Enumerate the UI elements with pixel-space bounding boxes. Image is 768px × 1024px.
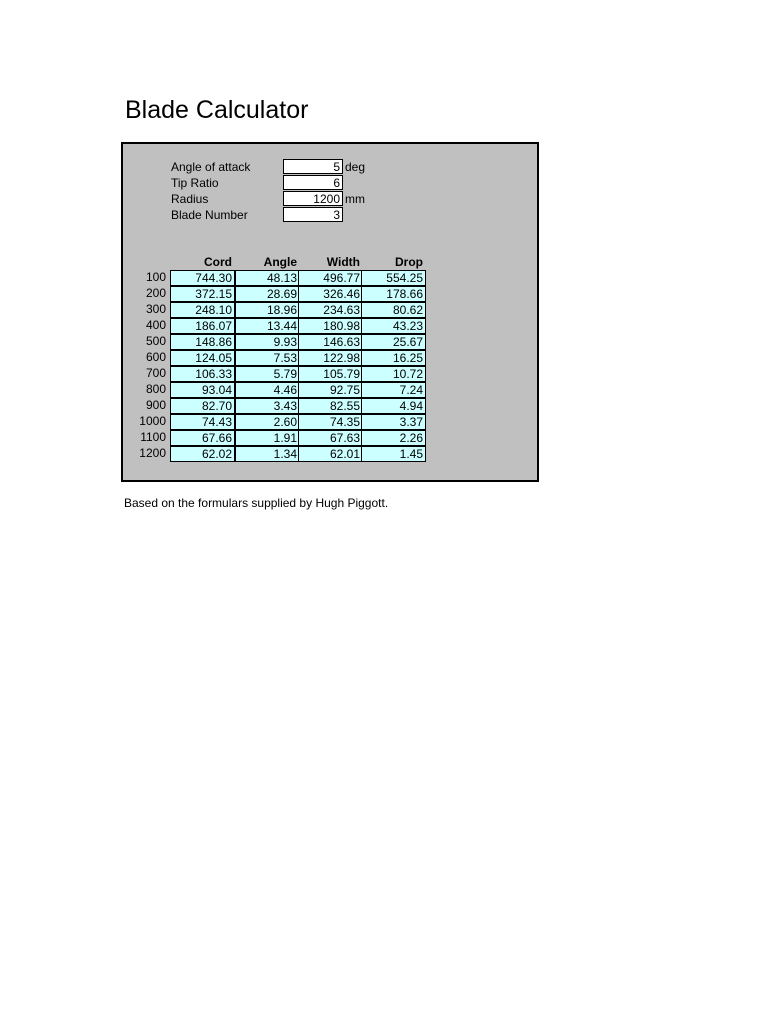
- table-row: [123, 334, 537, 350]
- table-row: [123, 302, 537, 318]
- table-row: [123, 270, 537, 286]
- table-cell[interactable]: 4.46: [235, 382, 300, 398]
- column-header: Cord: [204, 255, 232, 269]
- parameter-label: Angle of attack: [171, 160, 251, 174]
- parameter-unit: mm: [345, 192, 365, 206]
- row-label: 900: [145, 398, 166, 412]
- table-cell[interactable]: 9.93: [235, 334, 300, 350]
- parameter-value-input[interactable]: 6: [283, 175, 343, 190]
- row-label: 600: [145, 350, 166, 364]
- table-cell[interactable]: 3.43: [235, 398, 300, 414]
- table-header: [123, 254, 537, 270]
- table-row: [123, 430, 537, 446]
- table-cell[interactable]: 248.10: [170, 302, 235, 318]
- table-cell[interactable]: 1.34: [235, 446, 300, 462]
- table-cell[interactable]: 1.91: [235, 430, 300, 446]
- table-cell[interactable]: 180.98: [298, 318, 363, 334]
- table-cell[interactable]: 7.24: [361, 382, 426, 398]
- table-row: [123, 286, 537, 302]
- table-cell[interactable]: 18.96: [235, 302, 300, 318]
- table-cell[interactable]: 372.15: [170, 286, 235, 302]
- table-cell[interactable]: 124.05: [170, 350, 235, 366]
- table-row: [123, 318, 537, 334]
- row-label: 200: [145, 286, 166, 300]
- row-label: 300: [145, 302, 166, 316]
- column-header: Angle: [263, 255, 297, 269]
- footnote: Based on the formulars supplied by Hugh Piggott.: [124, 496, 389, 510]
- table-cell[interactable]: 326.46: [298, 286, 363, 302]
- table-row: [123, 414, 537, 430]
- table-cell[interactable]: 3.37: [361, 414, 426, 430]
- table-cell[interactable]: 1.45: [361, 446, 426, 462]
- parameter-value-input[interactable]: 3: [283, 207, 343, 222]
- row-label: 1200: [139, 446, 166, 460]
- table-cell[interactable]: 62.01: [298, 446, 363, 462]
- table-cell[interactable]: 93.04: [170, 382, 235, 398]
- row-label: 700: [145, 366, 166, 380]
- table-cell[interactable]: 62.02: [170, 446, 235, 462]
- table-cell[interactable]: 148.86: [170, 334, 235, 350]
- table-cell[interactable]: 2.60: [235, 414, 300, 430]
- parameter-label: Blade Number: [171, 208, 248, 222]
- table-cell[interactable]: 74.35: [298, 414, 363, 430]
- table-cell[interactable]: 82.70: [170, 398, 235, 414]
- table-cell[interactable]: 554.25: [361, 270, 426, 286]
- table-cell[interactable]: 92.75: [298, 382, 363, 398]
- table-cell[interactable]: 106.33: [170, 366, 235, 382]
- table-cell[interactable]: 4.94: [361, 398, 426, 414]
- parameter-unit: deg: [345, 160, 366, 174]
- column-header: Width: [326, 255, 360, 269]
- parameter-label: Tip Ratio: [171, 176, 219, 190]
- table-row: [123, 366, 537, 382]
- table-cell[interactable]: 2.26: [361, 430, 426, 446]
- table-cell[interactable]: 10.72: [361, 366, 426, 382]
- parameter-value-input[interactable]: 1200: [283, 191, 343, 206]
- table-cell[interactable]: 744.30: [170, 270, 235, 286]
- table-row: [123, 350, 537, 366]
- row-label: 400: [145, 318, 166, 332]
- page-title: Blade Calculator: [125, 96, 309, 124]
- table-cell[interactable]: 7.53: [235, 350, 300, 366]
- column-header: Drop: [395, 255, 423, 269]
- table-cell[interactable]: 178.66: [361, 286, 426, 302]
- calculator-panel: [121, 142, 539, 482]
- table-cell[interactable]: 67.63: [298, 430, 363, 446]
- table-cell[interactable]: 25.67: [361, 334, 426, 350]
- row-label: 1100: [140, 430, 166, 444]
- table-cell[interactable]: 186.07: [170, 318, 235, 334]
- table-cell[interactable]: 43.23: [361, 318, 426, 334]
- table-row: [123, 398, 537, 414]
- table-cell[interactable]: 13.44: [235, 318, 300, 334]
- row-label: 800: [145, 382, 166, 396]
- table-cell[interactable]: 122.98: [298, 350, 363, 366]
- table-cell[interactable]: 496.77: [298, 270, 363, 286]
- parameter-label: Radius: [171, 192, 209, 206]
- row-label: 1000: [139, 414, 166, 428]
- table-cell[interactable]: 28.69: [235, 286, 300, 302]
- parameter-value-input[interactable]: 5: [283, 159, 343, 174]
- table-cell[interactable]: 80.62: [361, 302, 426, 318]
- table-cell[interactable]: 82.55: [298, 398, 363, 414]
- table-row: [123, 446, 537, 462]
- row-label: 500: [145, 334, 166, 348]
- table-cell[interactable]: 146.63: [298, 334, 363, 350]
- table-cell[interactable]: 67.66: [170, 430, 235, 446]
- table-cell[interactable]: 105.79: [298, 366, 363, 382]
- table-cell[interactable]: 234.63: [298, 302, 363, 318]
- table-cell[interactable]: 74.43: [170, 414, 235, 430]
- table-cell[interactable]: 5.79: [235, 366, 300, 382]
- table-cell[interactable]: 16.25: [361, 350, 426, 366]
- table-cell[interactable]: 48.13: [235, 270, 300, 286]
- table-row: [123, 382, 537, 398]
- row-label: 100: [145, 270, 166, 284]
